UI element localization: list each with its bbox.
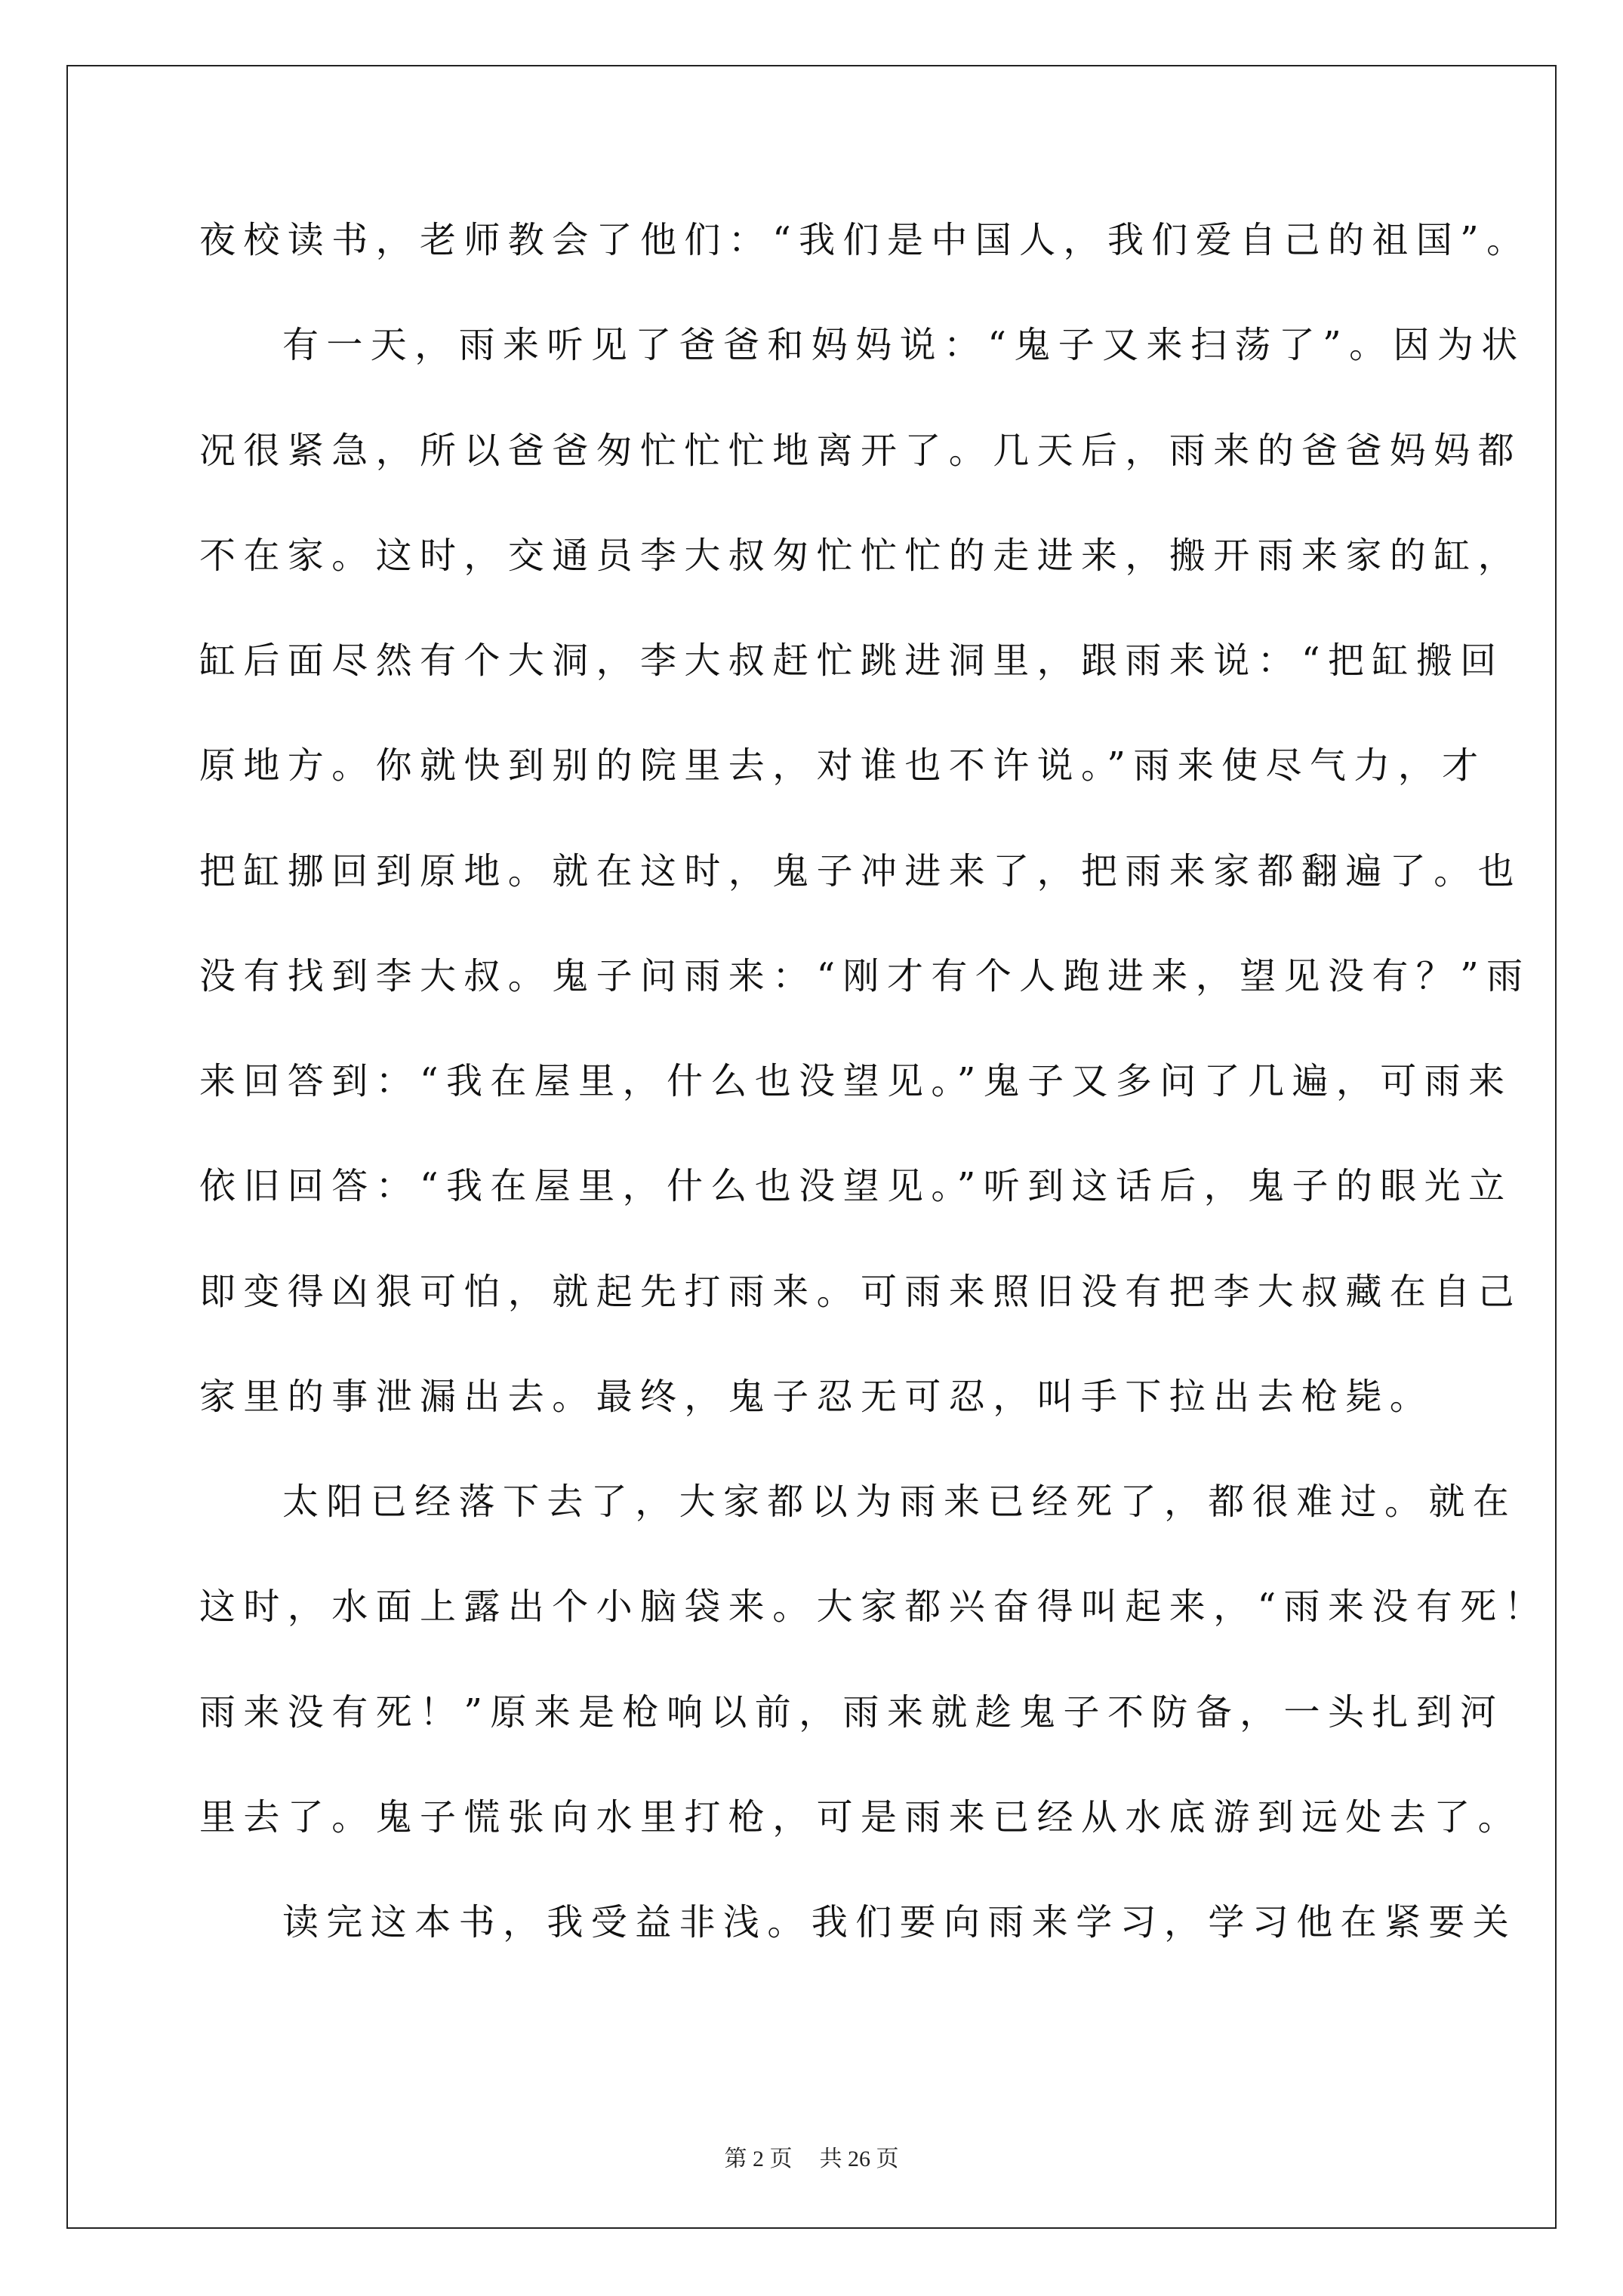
paragraph-line-8: 没有找到李大叔。鬼子问雨来：“刚才有个人跑进来，望见没有？”雨 (199, 955, 1531, 997)
paragraph-line-12: 家里的事泄漏出去。最终，鬼子忍无可忍，叫手下拉出去枪毙。 (199, 1376, 1434, 1418)
paragraph-line-16: 里去了。鬼子慌张向水里打枪，可是雨来已经从水底游到远处去了。 (199, 1796, 1523, 1838)
page-footer (0, 2144, 1623, 2174)
paragraph-line-13: 太阳已经落下去了，大家都以为雨来已经死了，都很难过。就在 (282, 1481, 1517, 1523)
paragraph-line-17: 读完这本书，我受益非浅。我们要向雨来学习，学习他在紧要关 (282, 1901, 1517, 1943)
paragraph-line-1: 夜校读书，老师教会了他们：“我们是中国人，我们爱自己的祖国”。 (199, 219, 1531, 261)
paragraph-line-11: 即变得凶狠可怕，就起先打雨来。可雨来照旧没有把李大叔藏在自己 (199, 1271, 1523, 1313)
paragraph-line-2: 有一天，雨来听见了爸爸和妈妈说：“鬼子又来扫荡了”。因为状 (282, 324, 1526, 366)
paragraph-line-7: 把缸挪回到原地。就在这时，鬼子冲进来了，把雨来家都翻遍了。也 (199, 850, 1523, 892)
paragraph-line-4: 不在家。这时，交通员李大叔匆忙忙忙的走进来，搬开雨来家的缸， (199, 535, 1523, 577)
paragraph-line-14: 这时，水面上露出个小脑袋来。大家都兴奋得叫起来，“雨来没有死！ (199, 1586, 1548, 1628)
paragraph-line-10: 依旧回答：“我在屋里，什么也没望见。”听到这话后，鬼子的眼光立 (199, 1165, 1513, 1207)
paragraph-line-9: 来回答到：“我在屋里，什么也没望见。”鬼子又多问了几遍，可雨来 (199, 1060, 1513, 1102)
page-number: 第 2 页 (724, 2147, 793, 2171)
paragraph-line-6: 原地方。你就快到别的院里去，对谁也不许说。”雨来使尽气力，才 (199, 744, 1486, 787)
paragraph-line-3: 况很紧急，所以爸爸匆忙忙忙地离开了。几天后，雨来的爸爸妈妈都 (199, 430, 1523, 472)
page-total: 共 26 页 (819, 2147, 899, 2171)
paragraph-line-15: 雨来没有死！”原来是枪响以前，雨来就趁鬼子不防备，一头扎到河 (199, 1691, 1504, 1734)
paragraph-line-5: 缸后面尽然有个大洞，李大叔赶忙跳进洞里，跟雨来说：“把缸搬回 (199, 639, 1504, 682)
